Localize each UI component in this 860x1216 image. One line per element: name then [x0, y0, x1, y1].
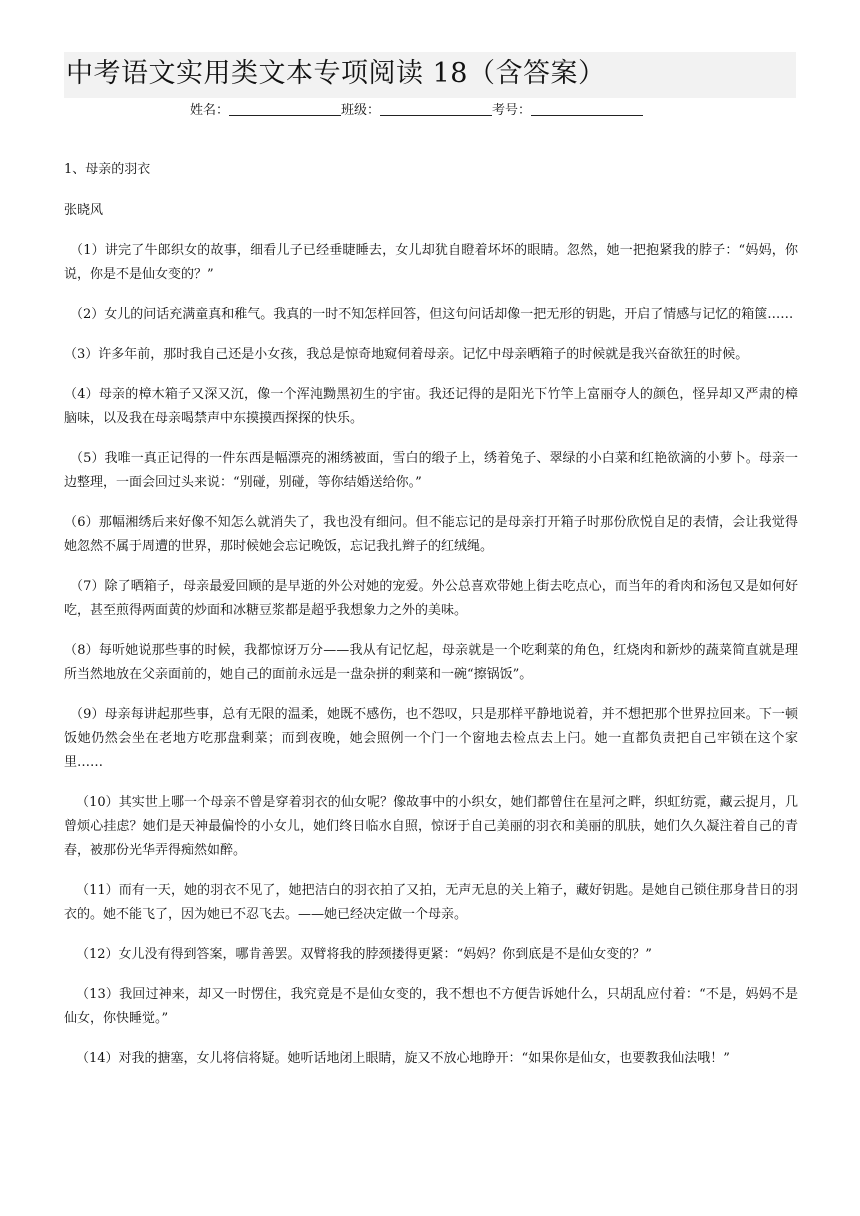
- paragraph-9: （9）母亲每讲起那些事，总有无限的温柔，她既不感伤，也不怨叹，只是那样平静地说着，并不想把那个世界拉回来。下一顿饭她仍然会坐在老地方吃那盘剩菜；而到夜晚，她会照例一个门一个窗地去检点去上闩。她一直都负责把自己牢锁在这个家里……: [64, 707, 798, 770]
- paragraph-12: （12）女儿没有得到答案，哪肯善罢。双臂将我的脖颈搂得更紧：“妈妈？你到底是不是仙女变的？”: [76, 947, 652, 962]
- paragraph-14: （14）对我的搪塞，女儿将信将疑。她听话地闭上眼睛，旋又不放心地睁开：“如果你是仙女，也要教我仙法哦！”: [76, 1051, 730, 1066]
- article-author: 张晓风: [64, 203, 104, 218]
- paragraph-1: （1）讲完了牛郎织女的故事，细看儿子已经垂睫睡去，女儿却犹自瞪着坏坏的眼睛。忽然，她一把抱紧我的脖子：“妈妈，你说，你是不是仙女变的？”: [64, 243, 798, 282]
- number-label: 考号：: [492, 103, 532, 118]
- name-label: 姓名：: [190, 103, 230, 118]
- student-info-line: [190, 101, 643, 121]
- class-blank[interactable]: [380, 101, 492, 116]
- page-title: 中考语文实用类文本专项阅读 18（含答案）: [66, 58, 606, 89]
- paragraph-7: （7）除了晒箱子，母亲最爱回顾的是早逝的外公对她的宠爱。外公总喜欢带她上街去吃点心，而当年的肴肉和汤包又是如何好吃，甚至煎得两面黄的炒面和冰糖豆浆都是超乎我想象力之外的美味。: [64, 579, 798, 618]
- paragraph-8: （8）每听她说那些事的时候，我都惊讶万分——我从有记忆起，母亲就是一个吃剩菜的角色，红烧肉和新炒的蔬菜简直就是理所当然地放在父亲面前的，她自己的面前永远是一盘杂拼的剩菜和一碗“擦锅饭”。: [64, 643, 798, 682]
- paragraph-5: （5）我唯一真正记得的一件东西是幅漂亮的湘绣被面，雪白的缎子上，绣着兔子、翠绿的小白菜和红艳欲滴的小萝卜。母亲一边整理，一面会回过头来说：“别碰，别碰，等你结婚送给你。”: [64, 451, 798, 490]
- paragraph-13: （13）我回过神来，却又一时愣住，我究竟是不是仙女变的，我不想也不方便告诉她什么，只胡乱应付着：“不是，妈妈不是仙女，你快睡觉。”: [64, 987, 798, 1026]
- article: [64, 158, 798, 1087]
- class-label: 班级：: [341, 103, 381, 118]
- paragraph-2: （2）女儿的问话充满童真和稚气。我真的一时不知怎样回答，但这句问话却像一把无形的钥匙，开启了情感与记忆的箱箧……: [70, 307, 794, 322]
- paragraph-3: （3）许多年前，那时我自己还是小女孩，我总是惊奇地窥伺着母亲。记忆中母亲晒箱子的时候就是我兴奋欲狂的时候。: [64, 347, 749, 362]
- number-blank[interactable]: [531, 101, 643, 116]
- paragraph-4: （4）母亲的樟木箱子又深又沉，像一个浑沌黝黑初生的宇宙。我还记得的是阳光下竹竿上富丽夺人的颜色，怪异却又严肃的樟脑味，以及我在母亲喝禁声中东摸摸西探探的快乐。: [64, 387, 798, 426]
- name-blank[interactable]: [229, 101, 341, 116]
- paragraph-10: （10）其实世上哪一个母亲不曾是穿着羽衣的仙女呢？像故事中的小织女，她们都曾住在星河之畔，织虹纺霓，藏云捉月，几曾烦心挂虑？她们是天神最偏怜的小女儿，她们终日临水自照，惊讶于自己美丽的羽衣和美丽的肌肤，她们久久凝注着自己的青春，被那份光华弄得痴然如醉。: [64, 795, 798, 858]
- paragraph-6: （6）那幅湘绣后来好像不知怎么就消失了，我也没有细问。但不能忘记的是母亲打开箱子时那份欣悦自足的表情，会让我觉得她忽然不属于周遭的世界，那时候她会忘记晚饭，忘记我扎辫子的红绒绳。: [64, 515, 798, 554]
- paragraph-11: （11）而有一天，她的羽衣不见了，她把洁白的羽衣拍了又拍，无声无息的关上箱子，藏好钥匙。是她自己锁住那身昔日的羽衣的。她不能飞了，因为她已不忍飞去。——她已经决定做一个母亲。: [64, 883, 798, 922]
- article-heading: 1、母亲的羽衣: [64, 162, 151, 177]
